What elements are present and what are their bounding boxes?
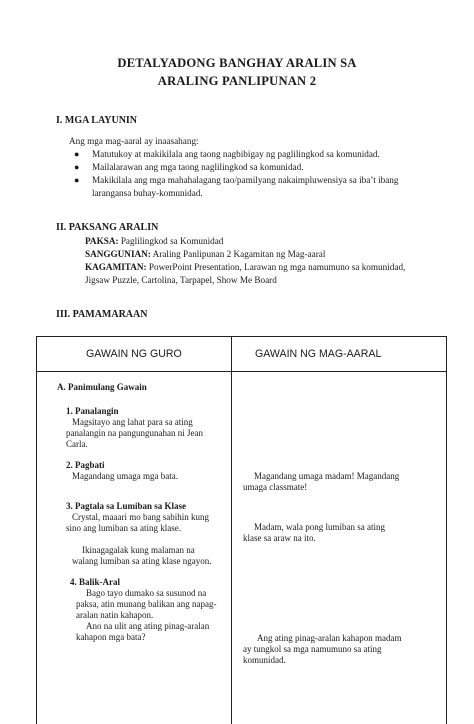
item-balik-aral-text-2: paksa, atin munang balikan ang napag- [76, 599, 217, 609]
item-balik-aral-text-1: Bago tayo dumako sa susunod na [86, 588, 207, 598]
paksa-line [85, 236, 223, 246]
bullet-icon: ● [74, 175, 80, 185]
paksa-label: PAKSA: [85, 236, 119, 246]
item-panalangin-title: 1. Panalangin [66, 406, 119, 416]
response-pagtala-2: klase sa araw na ito. [243, 533, 316, 543]
item-panalangin-text-2: panalangin na pangungunahan ni Jean [66, 428, 203, 438]
layunin-item-1: Matutukoy at makikilala ang taong nagbibigay ng paglilingkod sa komunidad. [92, 149, 380, 159]
table-divider-horizontal [36, 371, 447, 372]
bullet-icon: ● [74, 162, 80, 172]
section-heading-paksang-aralin: II. PAKSANG ARALIN [56, 222, 159, 233]
item-pagtala-text-3: Ikinagagalak kung malaman na [82, 545, 195, 555]
bullet-icon: ● [74, 149, 80, 159]
document-title-line1: DETALYADONG BANGHAY ARALIN SA [117, 56, 357, 70]
item-pagbati-title: 2. Pagbati [66, 460, 105, 470]
response-pagbati-1: Magandang umaga madam! Magandang [254, 471, 400, 481]
sanggunian-line [85, 249, 325, 259]
response-balik-aral-2: ay tungkol sa mga namumuno sa ating [243, 644, 382, 654]
item-pagbati-text-1: Magandang umaga mga bata. [72, 471, 178, 481]
item-pagtala-title: 3. Pagtala sa Lumiban sa Klase [66, 501, 187, 511]
item-pagtala-text-2: sino ang lumiban sa ating klase. [66, 523, 181, 533]
item-balik-aral-text-3: aralan natin kahapon. [76, 610, 154, 620]
column-header-mag-aaral: GAWAIN NG MAG-AARAL [255, 348, 382, 360]
item-balik-aral-text-4: Ano na ulit ang ating pinag-aralan [86, 621, 210, 631]
kagamitan-label: KAGAMITAN: [85, 262, 147, 272]
item-pagtala-text-1: Crystal, maaari mo bang sabihin kung [72, 512, 209, 522]
layunin-intro: Ang mga mag-aaral ay inaasahang: [69, 136, 199, 146]
table-divider-vertical [231, 336, 232, 724]
item-pagtala-text-4: walang lumiban sa ating klase ngayon. [72, 556, 212, 566]
layunin-item-3: Makikilala ang mga mahahalagang tao/pamilyang nakaimpluwensiya sa iba’t ibang [92, 175, 399, 185]
kagamitan-line [85, 262, 405, 272]
item-balik-aral-text-5: kahapon mga bata? [76, 632, 146, 642]
kagamitan-value-cont: Jigsaw Puzzle, Cartolina, Tarpapel, Show Me Board [85, 275, 277, 285]
subheading-panimulang-gawain: A. Panimulang Gawain [57, 382, 147, 392]
response-pagtala-1: Madam, wala pong lumiban sa ating [254, 522, 385, 532]
item-balik-aral-title: 4. Balik-Aral [70, 577, 121, 587]
response-pagbati-2: umaga classmate! [243, 482, 308, 492]
layunin-item-2: Mailalarawan ang mga taong naglilingkod sa komunidad. [92, 162, 304, 172]
item-panalangin-text-3: Carla. [66, 439, 88, 449]
document-title-line2: ARALING PANLIPUNAN 2 [157, 74, 317, 88]
paksa-value: Paglilingkod sa Komunidad [120, 236, 224, 246]
response-balik-aral-1: Ang ating pinag-aralan kahapon madam [257, 633, 402, 643]
sanggunian-value: Araling Panlipunan 2 Kagamitan ng Mag-aaral [152, 249, 326, 259]
item-panalangin-text-1: Magsitayo ang lahat para sa ating [72, 417, 193, 427]
column-header-guro: GAWAIN NG GURO [86, 348, 182, 360]
sanggunian-label: SANGGUNIAN: [85, 249, 151, 259]
section-heading-pamamaraan: III. PAMAMARAAN [56, 309, 148, 320]
response-balik-aral-3: komunidad. [243, 655, 286, 665]
kagamitan-value: PowerPoint Presentation, Larawan ng mga namumuno sa komunidad, [148, 262, 406, 272]
section-heading-layunin: I. MGA LAYUNIN [56, 115, 138, 126]
layunin-item-3-cont: larangansa buhay-komunidad. [92, 188, 203, 198]
